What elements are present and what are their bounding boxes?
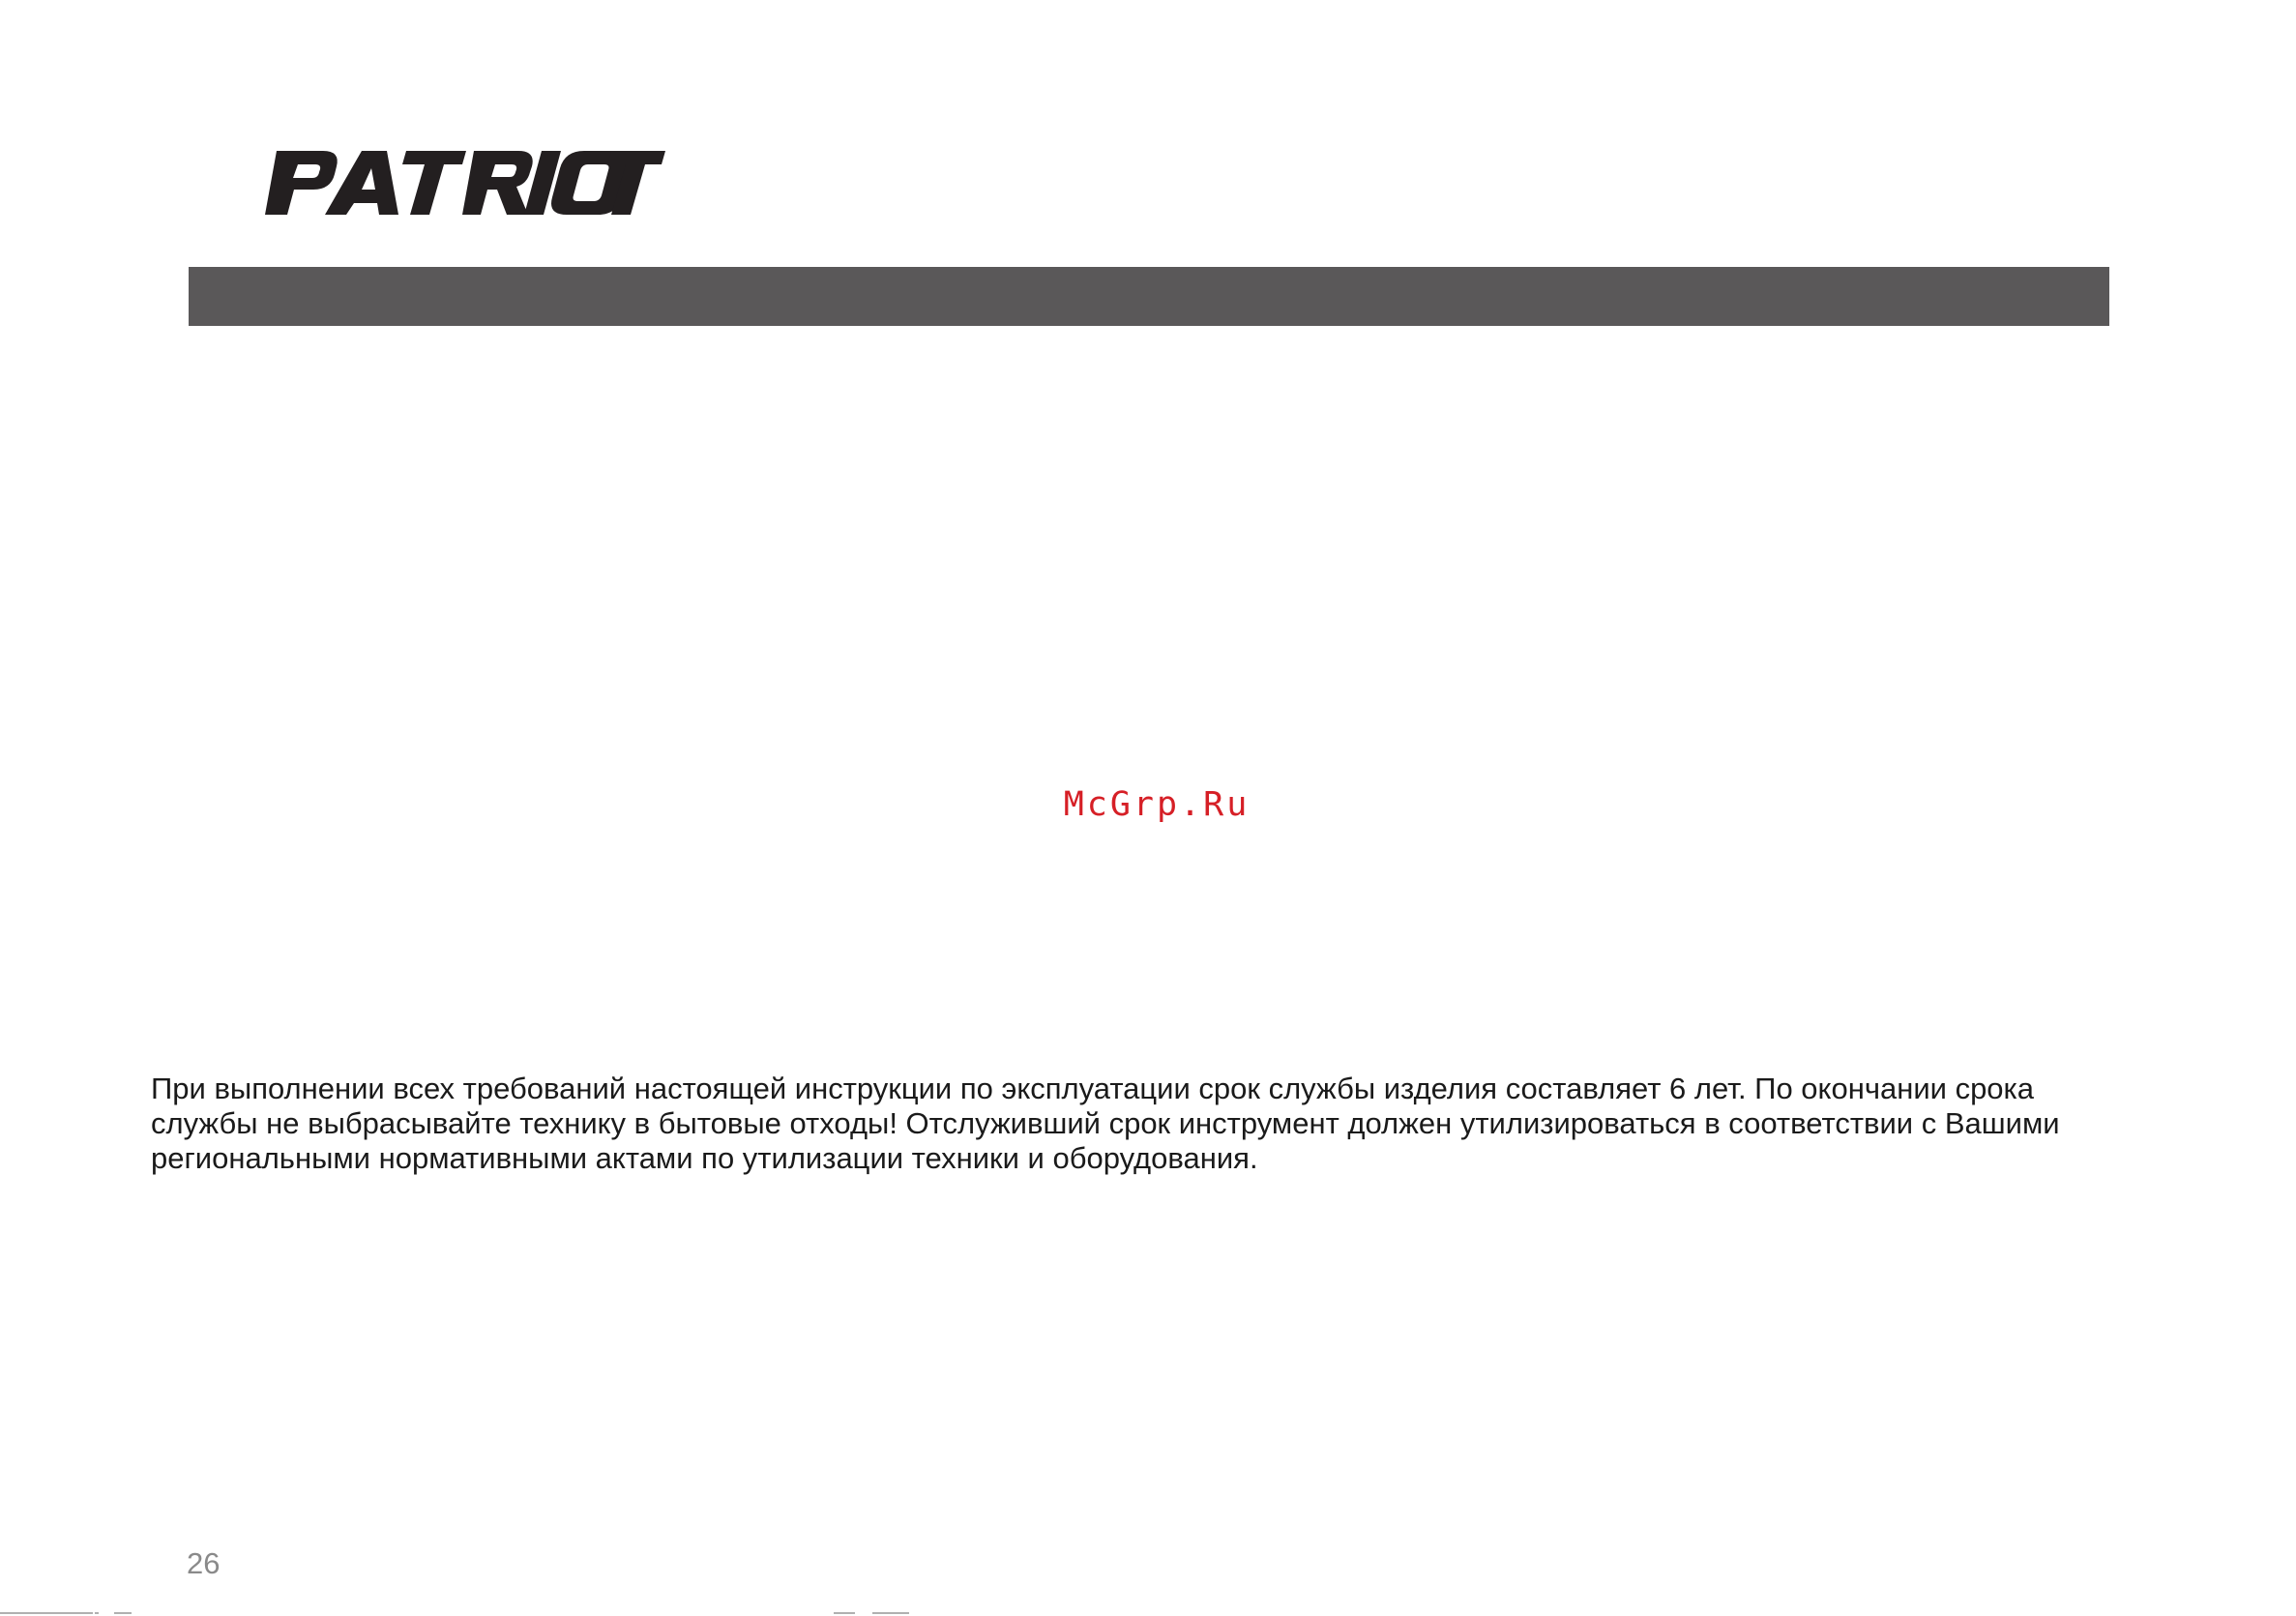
crop-mark (872, 1612, 909, 1614)
crop-mark (0, 1612, 93, 1614)
header-bar (189, 267, 2109, 326)
crop-mark (95, 1612, 99, 1614)
paragraph-line: службы не выбрасывайте технику в бытовые отходы! Отслуживший срок инструмент должен утилизироваться в соответствии с Вашими (151, 1106, 2060, 1140)
crop-marks (0, 1609, 2296, 1616)
patriot-logo (259, 145, 665, 220)
crop-mark (834, 1612, 855, 1614)
paragraph-line: При выполнении всех требований настоящей инструкции по эксплуатации срок службы изделия составляет 6 лет. По окончании срока (151, 1072, 2035, 1105)
service-life-paragraph (151, 1072, 2163, 1176)
paragraph-line: региональными нормативными актами по утилизации техники и оборудования. (151, 1141, 1258, 1175)
watermark-text: McGrp.Ru (1063, 785, 1251, 824)
page-number: 26 (187, 1546, 221, 1580)
crop-mark (114, 1612, 132, 1614)
